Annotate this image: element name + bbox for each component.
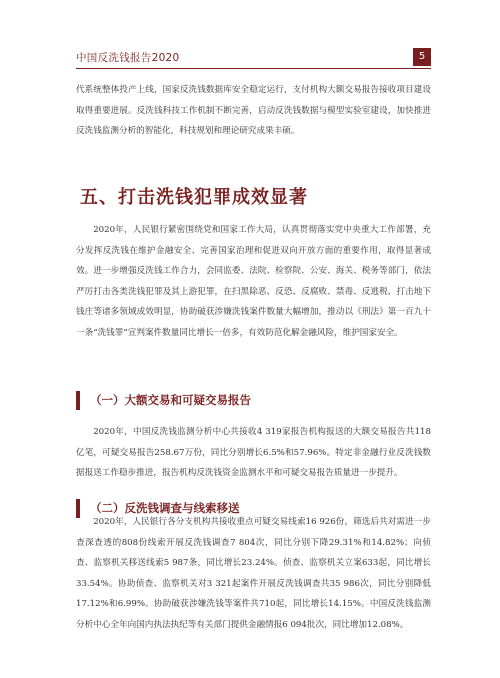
subsection-accent-bar — [76, 391, 80, 410]
page-number: 5 — [413, 48, 431, 66]
subsection-title: （二）反洗钱调查与线索移送 — [90, 501, 240, 515]
subsection-title: （一）大额交易和可疑交易报告 — [90, 393, 251, 407]
paragraph-investigation: 2020年，人民银行各分支机构共接收重点可疑交易线索16 926份，筛选后共对需进一步查深查透的808份线索开展反洗钱调查7 804次，同比分别下降29.31%和14.82%；向侦查、监察机关移送线索5 987条，同比增长23.24%。侦查、监察机关立案633起，同比增长33.54%。协助侦查、监察机关对3 321起案件开展反洗钱调查共35 986次，同比分别降低17.12%和6.99%。协助破获涉嫌洗钱等案件共710起，同比增长14.15%。中国反洗钱监测分析中心全年向国内执法执纪等有关部门提供金融情报6 094批次，同比增加12.08%。 — [76, 517, 431, 630]
paragraph-section-intro: 2020年，人民银行紧密围绕党和国家工作大局，认真贯彻落实党中央重大工作部署，充分发挥反洗钱在维护金融安全、完善国家治理和促进双向开放方面的重要作用，取得显著成效。进一步增强反洗钱工作合力，会同监委、法院、检察院、公安、海关、税务等部门，依法严厉打击各类洗钱犯罪及其上游犯罪，在扫黑除恶、反恐、反腐败、禁毒、反逃税、打击地下钱庄等诸多领域成效明显，协助破获涉嫌洗钱案件数量大幅增加，推动以《刑法》第一百九十一条“洗钱罪”宣判案件数量同比增长一倍多，有效防范化解金融风险，维护国家安全。 — [76, 225, 431, 338]
header-divider — [76, 68, 431, 69]
paragraph-intro-continuation: 代系统整体投产上线，国家反洗钱数据库安全稳定运行，支付机构大额交易报告接收项目建设取得重要进展。反洗钱科技工作机制不断完善，启动反洗钱数据与模型实验室建设，加快推进反洗钱监测分析的智能化，科技规划和理论研究成果丰硕。 — [76, 85, 431, 136]
subsection-heading-reports — [76, 389, 431, 413]
paragraph-reports: 2020年，中国反洗钱监测分析中心共接收4 319家报告机构报送的大额交易报告共118亿笔，可疑交易报告258.67万份，同比分别增长6.5%和57.96%。特定非金融行业反洗钱数据报送工作稳步推进，报告机构反洗钱资金监测水平和可疑交易报告质量进一步提升。 — [76, 427, 431, 478]
section-title: 五、打击洗钱犯罪成效显著 — [80, 187, 308, 208]
page-header — [76, 48, 431, 66]
header-title: 中国反洗钱报告2020 — [76, 52, 180, 64]
